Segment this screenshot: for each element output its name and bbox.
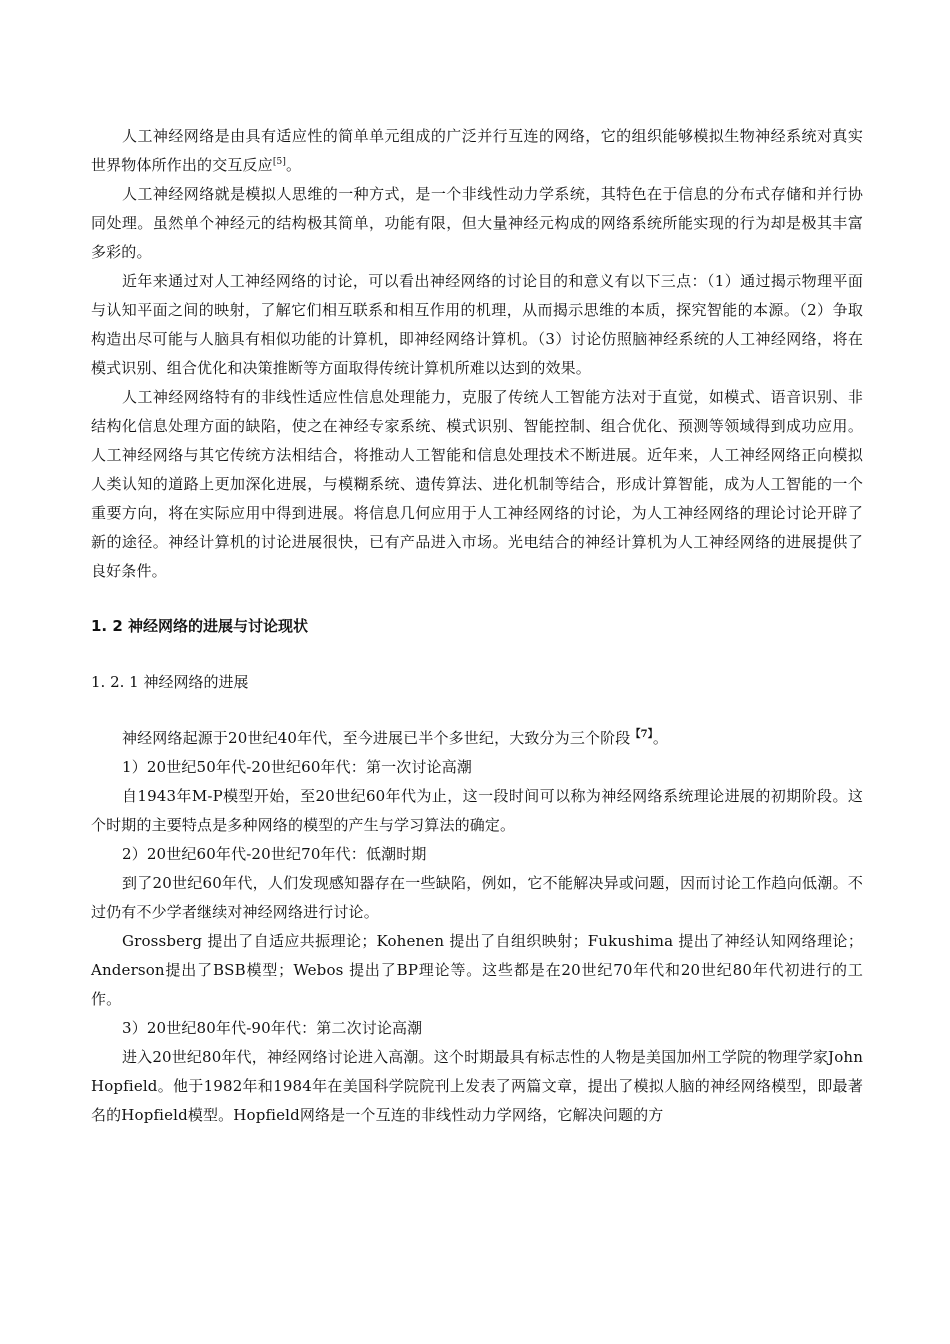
- stage-3-title: 3）20世纪80年代-90年代：第二次讨论高潮: [122, 1019, 423, 1037]
- stage-2-text: 到了20世纪60年代，人们发现感知器存在一些缺陷，例如，它不能解决异或问题，因而讨论工作趋向低潮。不过仍有不少学者继续对神经网络进行讨论。: [91, 874, 863, 921]
- spacer: [91, 586, 863, 612]
- intro-paragraph-1: [91, 122, 863, 180]
- body-paragraph-1: [91, 724, 863, 753]
- stage-1-text: 自1943年M-P模型开始，至20世纪60年代为止，这一段时间可以称为神经网络系统理论进展的初期阶段。这个时期的主要特点是多种网络的模型的产生与学习算法的确定。: [91, 787, 863, 834]
- subsection-heading: 1. 2. 1 神经网络的进展: [91, 673, 249, 691]
- stage-3-text: 进入20世纪80年代，神经网络讨论进入高潮。这个时期最具有标志性的人物是美国加州工学院的物理学家John Hopfield。他于1982年和1984年在美国科学院院刊上发表了两篇文章，提出了模拟人脑的神经网络模型，即最著名的Hopfield模型。Hopfield网络是一个互连的非线性动力学网络，它解决问题的方: [91, 1048, 863, 1124]
- spacer: [91, 641, 863, 668]
- paragraph-text: 神经网络起源于20世纪40年代，至今进展已半个多世纪，大致分为三个阶段: [122, 729, 631, 747]
- section-heading: 1. 2 神经网络的进展与讨论现状: [91, 617, 309, 635]
- document-page: [91, 122, 863, 1130]
- paragraph-tail: 。: [652, 729, 669, 747]
- intro-paragraph-2: 人工神经网络就是模拟人思维的一种方式，是一个非线性动力学系统，其特色在于信息的分布式存储和并行协同处理。虽然单个神经元的结构极其简单，功能有限，但大量神经元构成的网络系统所能实现的行为却是极其丰富多彩的。: [91, 185, 863, 261]
- spacer: [91, 697, 863, 724]
- citation-7: 【7】: [630, 729, 653, 740]
- stage-2-people: Grossberg 提出了自适应共振理论；Kohenen 提出了自组织映射；Fukushima 提出了神经认知网络理论；Anderson提出了BSB模型；Webos 提出了BP理论等。这些都是在20世纪70年代和20世纪80年代初进行的工作。: [91, 932, 863, 1008]
- citation-5: [5]: [272, 157, 287, 167]
- stage-1-title: 1）20世纪50年代-20世纪60年代：第一次讨论高潮: [122, 758, 473, 776]
- intro-paragraph-4: 人工神经网络特有的非线性适应性信息处理能力，克服了传统人工智能方法对于直觉，如模式、语音识别、非结构化信息处理方面的缺陷，使之在神经专家系统、模式识别、智能控制、组合优化、预测等领域得到成功应用。人工神经网络与其它传统方法相结合，将推动人工智能和信息处理技术不断进展。近年来，人工神经网络正向模拟人类认知的道路上更加深化进展，与模糊系统、遗传算法、进化机制等结合，形成计算智能，成为人工智能的一个重要方向，将在实际应用中得到进展。将信息几何应用于人工神经网络的讨论，为人工神经网络的理论讨论开辟了新的途径。神经计算机的讨论进展很快，已有产品进入市场。光电结合的神经计算机为人工神经网络的进展提供了良好条件。: [91, 388, 863, 580]
- stage-2-title: 2）20世纪60年代-20世纪70年代：低潮时期: [122, 845, 427, 863]
- paragraph-text: 人工神经网络是由具有适应性的简单单元组成的广泛并行互连的网络，它的组织能够模拟生物神经系统对真实世界物体所作出的交互反应: [91, 127, 863, 174]
- intro-paragraph-3: 近年来通过对人工神经网络的讨论，可以看出神经网络的讨论目的和意义有以下三点：（1）通过揭示物理平面与认知平面之间的映射，了解它们相互联系和相互作用的机理，从而揭示思维的本质，探究智能的本源。（2）争取构造出尽可能与人脑具有相似功能的计算机，即神经网络计算机。（3）讨论仿照脑神经系统的人工神经网络，将在模式识别、组合优化和决策推断等方面取得传统计算机所难以达到的效果。: [91, 272, 863, 377]
- paragraph-tail: 。: [286, 156, 302, 174]
